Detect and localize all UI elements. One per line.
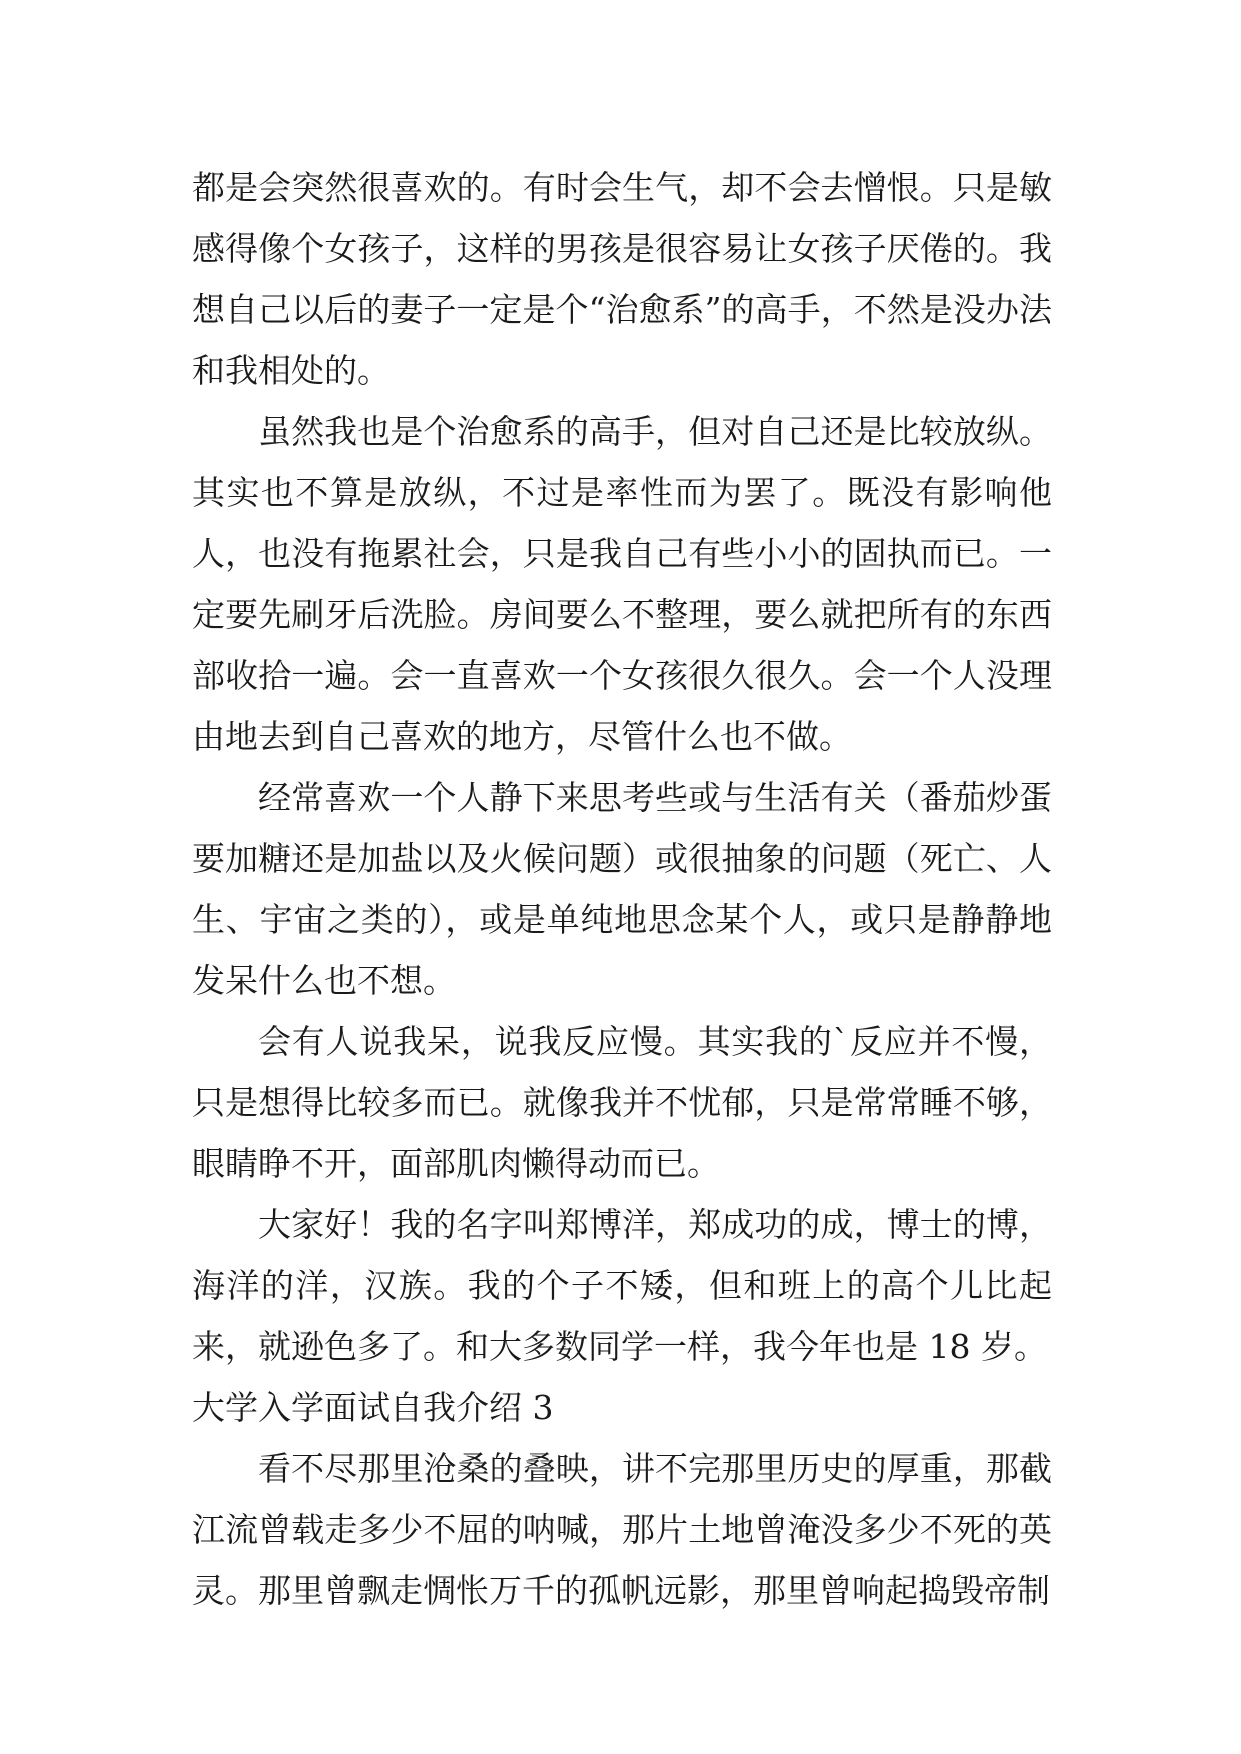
section-heading: 大学入学面试自我介绍 3	[192, 1388, 554, 1427]
paragraph-history: 看不尽那里沧桑的叠映，讲不完那里历史的厚重，那截江流曾载走多少不屈的呐喊，那片土地曾淹没多少不死的英灵。那里曾飘走惆怅万千的孤帆远影，那里曾响起捣毁帝制	[192, 1449, 1052, 1610]
paragraph-slow-reaction: 会有人说我呆，说我反应慢。其实我的`反应并不慢，只是想得比较多而已。就像我并不忧郁，只是常常睡不够，眼睛睁不开，面部肌肉懒得动而已。	[192, 1022, 1052, 1183]
paragraph-continuation: 都是会突然很喜欢的。有时会生气，却不会去憎恨。只是敏感得像个女孩子，这样的男孩是很容易让女孩子厌倦的。我想自己以后的妻子一定是个“治愈系”的高手，不然是没办法和我相处的。	[192, 168, 1052, 390]
paragraph-thinking: 经常喜欢一个人静下来思考些或与生活有关（番茄炒蛋要加糖还是加盐以及火候问题）或很抽象的问题（死亡、人生、宇宙之类的），或是单纯地思念某个人，或只是静静地发呆什么也不想。	[192, 778, 1052, 1000]
document-body	[192, 157, 1052, 1621]
paragraph-self-indulgence: 虽然我也是个治愈系的高手，但对自己还是比较放纵。其实也不算是放纵，不过是率性而为罢了。既没有影响他人，也没有拖累社会，只是我自己有些小小的固执而已。一定要先刷牙后洗脸。房间要么不整理，要么就把所有的东西部收拾一遍。会一直喜欢一个女孩很久很久。会一个人没理由地去到自己喜欢的地方，尽管什么也不做。	[192, 412, 1052, 756]
paragraph-greeting: 大家好！我的名字叫郑博洋，郑成功的成，博士的博，海洋的洋，汉族。我的个子不矮，但和班上的高个儿比起来，就逊色多了。和大多数同学一样，我今年也是 18 岁。	[192, 1205, 1052, 1366]
